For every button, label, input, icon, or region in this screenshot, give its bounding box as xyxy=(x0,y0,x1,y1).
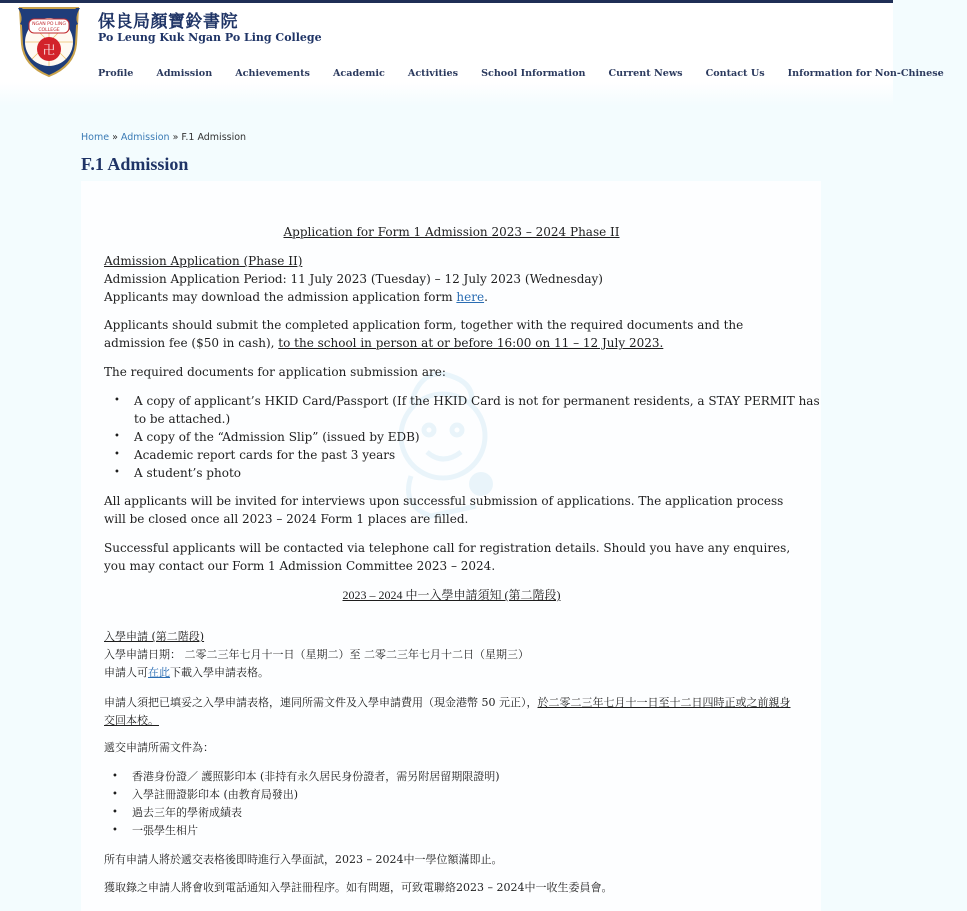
english-download-line xyxy=(104,288,799,306)
download-suffix: . xyxy=(484,290,488,304)
breadcrumb-home[interactable]: Home xyxy=(81,132,110,143)
nav-current-news[interactable]: Current News xyxy=(608,68,683,79)
chinese-docs-list xyxy=(104,768,827,840)
nav-school-information[interactable]: School Information xyxy=(481,68,586,79)
content-card xyxy=(81,181,821,911)
page-title: F.1 Admission xyxy=(81,154,189,174)
chinese-contact-paragraph: 獲取錄之申請人將會收到電話通知入學註冊程序。如有問題，可致電聯絡2023 – 2024中一收生委員會。 xyxy=(104,881,613,894)
download-form-link[interactable]: here xyxy=(456,290,485,304)
submit-text: Applicants should submit the completed application form, together with the required documents and the admission fee ($50 in cash), xyxy=(104,318,744,350)
submit-text-cn: 申請人須把已填妥之入學申請表格，連同所需文件及入學申請費用（現金港幣 50 元正）， xyxy=(104,696,538,709)
list-item: • 香港身份證／ 護照影印本 (非持有永久居民身份證者，需另附居留期限證明) xyxy=(132,768,827,786)
breadcrumb-separator: » xyxy=(109,132,121,143)
main-nav xyxy=(98,61,967,80)
chinese-interview-paragraph: 所有申請人將於遞交表格後即時進行入學面試，2023 – 2024中一學位額滿即止。 xyxy=(104,853,503,866)
download-prefix-cn: 申請人可 xyxy=(104,666,148,679)
school-name-english: Po Leung Kuk Ngan Po Ling College xyxy=(98,31,322,44)
list-item: • 入學註冊證影印本 (由教育局發出) xyxy=(132,786,827,804)
breadcrumb-admission[interactable]: Admission xyxy=(120,132,170,143)
school-logo-icon[interactable] xyxy=(14,4,84,78)
nav-activities[interactable]: Activities xyxy=(407,68,459,79)
download-suffix-cn: 下載入學申請表格。 xyxy=(170,666,269,679)
breadcrumb-separator: » xyxy=(169,132,182,143)
svg-text:NGAN PO LING: NGAN PO LING xyxy=(32,22,66,27)
english-period: Admission Application Period: 11 July 2023 (Tuesday) – 12 July 2023 (Wednesday) xyxy=(104,272,603,286)
list-item: • 過去三年的學術成績表 xyxy=(132,804,827,822)
list-item: • Academic report cards for the past 3 years xyxy=(134,446,829,464)
chinese-application-block xyxy=(104,628,799,682)
header-divider xyxy=(0,82,893,106)
english-application-block xyxy=(104,252,799,306)
svg-text:卍: 卍 xyxy=(42,43,56,57)
list-item: • A copy of applicant’s HKID Card/Passport (If the HKID Card is not for permanent residents, a STAY PERMIT has to be attached.) xyxy=(134,392,829,428)
submit-deadline-cn: 於二零二三年七月十一日至十二日四時正或之前親身交回本校。 xyxy=(104,696,791,727)
english-section-heading: Admission Application (Phase II) xyxy=(104,254,303,268)
english-docs-intro: The required documents for application submission are: xyxy=(104,365,446,379)
chinese-period: 入學申請日期： 二零二三年七月十一日（星期二）至 二零二三年七月十二日（星期三） xyxy=(104,648,529,661)
chinese-section-heading: 入學申請 (第二階段) xyxy=(104,630,205,643)
list-item: • A copy of the “Admission Slip” (issued by EDB) xyxy=(134,428,829,446)
english-contact-paragraph: Successful applicants will be contacted via telephone call for registration details. Should you have any enquires, you may contact our Form 1 Admission Committee 2023 – 2024. xyxy=(104,541,791,573)
school-name-chinese: 保良局顏寶鈴書院 xyxy=(98,12,238,32)
nav-contact-us[interactable]: Contact Us xyxy=(705,68,765,79)
submit-deadline: to the school in person at or before 16:00 on 11 – 12 July 2023. xyxy=(278,336,664,350)
chinese-docs-intro: 遞交申請所需文件為： xyxy=(104,741,214,754)
english-interview-paragraph: All applicants will be invited for interviews upon successful submission of applications. The application process will be closed once all 2023 – 2024 Form 1 places are filled. xyxy=(104,494,784,526)
chinese-main-title: 2023 – 2024 中一入學申請須知 (第二階段) xyxy=(342,588,561,602)
english-submit-paragraph xyxy=(104,316,799,352)
svg-text:COLLEGE: COLLEGE xyxy=(38,28,60,33)
nav-achievements[interactable]: Achievements xyxy=(235,68,310,79)
nav-info-non-chinese[interactable]: Information for Non-Chinese xyxy=(787,68,944,79)
chinese-download-line xyxy=(104,664,799,682)
nav-profile[interactable]: Profile xyxy=(98,68,134,79)
list-item: • 一張學生相片 xyxy=(132,822,827,840)
english-docs-list xyxy=(104,392,829,482)
breadcrumb-current: F.1 Admission xyxy=(181,132,247,143)
list-item: • A student’s photo xyxy=(134,464,829,482)
chinese-submit-paragraph xyxy=(104,694,799,730)
english-main-title: Application for Form 1 Admission 2023 – 2024 Phase II xyxy=(283,225,620,239)
nav-admission[interactable]: Admission xyxy=(156,68,213,79)
download-form-link-cn[interactable]: 在此 xyxy=(148,666,170,679)
nav-academic[interactable]: Academic xyxy=(332,68,385,79)
breadcrumb xyxy=(81,132,246,143)
download-prefix: Applicants may download the admission application form xyxy=(104,290,457,304)
